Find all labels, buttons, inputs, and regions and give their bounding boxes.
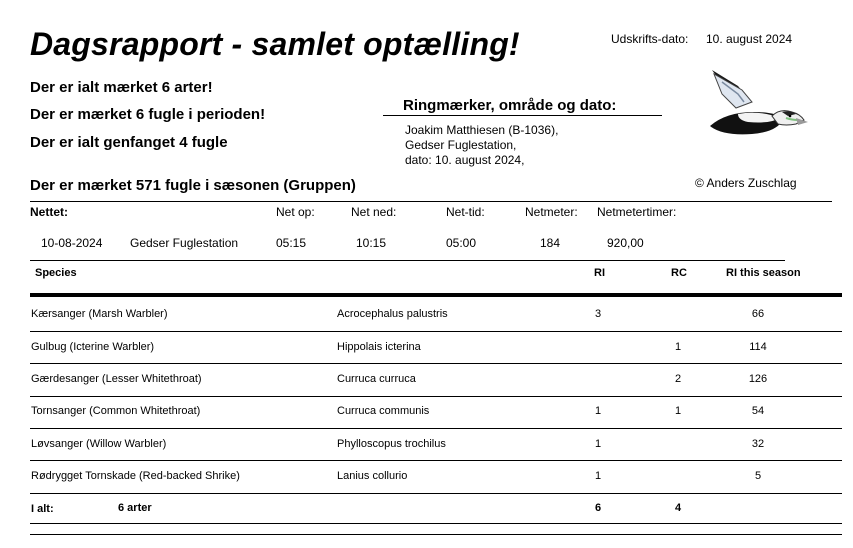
summary-recaptured: Der er ialt genfanget 4 fugle [30,134,228,151]
net-date: 10-08-2024 [41,236,103,250]
ringer-date: dato: 10. august 2024, [405,153,525,167]
table-row-latin: Phylloscopus trochilus [337,438,446,450]
net-meters-value: 184 [540,236,561,250]
table-row-season: 66 [751,308,765,320]
summary-species-count: Der er ialt mærket 6 arter! [30,79,213,96]
net-label: Nettet: [30,205,68,219]
net-down-label: Net ned: [351,205,397,219]
row-divider [30,396,842,397]
print-date-label: Udskrifts-dato: [611,32,689,46]
table-row-rc: 1 [675,405,682,417]
col-species: Species [35,267,77,279]
table-row-rc: 2 [675,373,682,385]
table-row-species: Gærdesanger (Lesser Whitethroat) [31,373,202,385]
table-row-season: 54 [751,405,765,417]
table-row-season: 126 [748,373,768,385]
copyright-text: © Anders Zuschlag [695,176,797,190]
row-divider [30,363,842,364]
table-row-season: 5 [754,470,762,482]
total-species: 6 arter [118,502,152,514]
table-row-latin: Curruca communis [337,405,430,417]
row-divider [30,331,842,332]
col-ri-season: RI this season [726,267,801,279]
net-time-value: 05:00 [446,236,477,250]
table-row-latin: Lanius collurio [337,470,408,482]
table-row-species: Tornsanger (Common Whitethroat) [31,405,201,417]
net-station: Gedser Fuglestation [130,236,239,250]
row-divider [30,493,842,494]
net-up-label: Net op: [276,205,315,219]
table-row-ri: 1 [595,470,602,482]
net-meter-hours-label: Netmetertimer: [597,205,677,219]
table-row-species: Løvsanger (Willow Warbler) [31,438,167,450]
ringer-underline [383,115,662,116]
col-rc: RC [671,267,687,279]
summary-birds-period: Der er mærket 6 fugle i perioden! [30,106,266,123]
table-row-season: 32 [751,438,765,450]
table-row-species: Rødrygget Tornskade (Red-backed Shrike) [31,470,240,482]
total-ri: 6 [595,502,602,514]
table-row-latin: Hippolais icterina [337,341,421,353]
table-row-latin: Curruca curruca [337,373,416,385]
table-row-species: Gulbug (Icterine Warbler) [31,341,155,353]
total-label: I alt: [31,503,54,515]
page-title: Dagsrapport - samlet optælling! [30,26,520,62]
net-bottom-rule [30,260,785,261]
row-divider [30,428,842,429]
print-date-value: 10. august 2024 [706,32,793,46]
col-ri: RI [594,267,605,279]
total-rc: 4 [675,502,682,514]
net-meters-label: Netmeter: [525,205,578,219]
net-top-rule [30,201,832,202]
table-row-ri: 3 [595,308,602,320]
table-row-season: 114 [749,341,767,353]
table-row-species: Kærsanger (Marsh Warbler) [31,308,168,320]
ringer-place: Gedser Fuglestation, [405,138,517,152]
table-row-latin: Acrocephalus palustris [337,308,448,320]
net-down-value: 10:15 [356,236,387,250]
net-up-value: 05:15 [276,236,307,250]
season-summary: Der er mærket 571 fugle i sæsonen (Gruppen) [30,177,356,194]
net-time-label: Net-tid: [446,205,485,219]
table-row-ri: 1 [595,405,602,417]
ringer-title: Ringmærker, område og dato: [403,97,617,114]
net-meter-hours-value: 920,00 [607,236,644,250]
total-rule-bottom [30,534,842,535]
total-rule-top [30,523,842,524]
table-header-rule [30,293,842,297]
eider-duck-icon [708,68,808,140]
ringer-name: Joakim Matthiesen (B-1036), [405,123,559,137]
row-divider [30,460,842,461]
table-row-ri: 1 [595,438,602,450]
table-row-rc: 1 [675,341,682,353]
